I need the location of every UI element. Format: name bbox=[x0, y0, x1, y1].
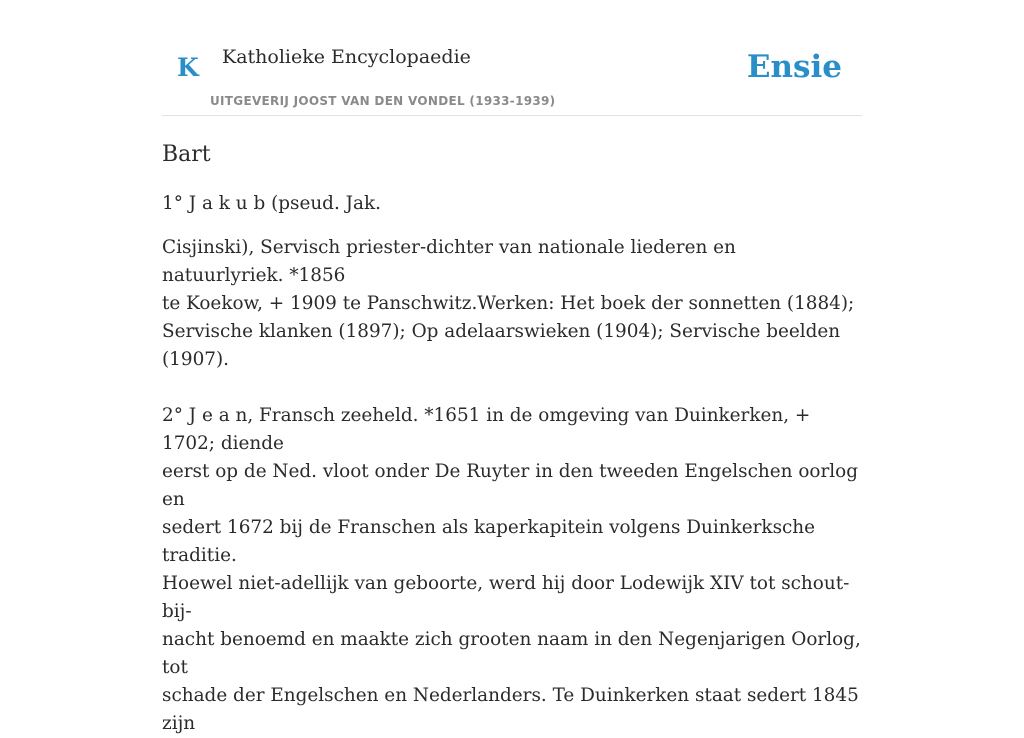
page bbox=[162, 0, 862, 735]
article bbox=[162, 116, 862, 738]
publisher-subtitle: UITGEVERIJ JOOST VAN DEN VONDEL (1933-1939) bbox=[210, 94, 556, 108]
entry-title: Bart bbox=[162, 142, 211, 167]
site-header bbox=[162, 0, 862, 116]
site-title-link[interactable]: Katholieke Encyclopaedie bbox=[222, 46, 471, 68]
ensie-brand-link[interactable]: Ensie bbox=[746, 49, 842, 85]
article-paragraph-3: 2° J e a n, Fransch zeeheld. *1651 in de omgeving van Duinkerken, + 1702; diende eerst op de Ned. vloot onder De Ruyter in den tweeden Engelschen oorlog en sedert 1672 bij de Franschen als kaperkapitein volgens Duinkerksche traditie. Hoewel niet-adellijk van geboorte, werd hij door Lodewijk XIV tot schout-bij- nacht benoemd en maakte zich grooten naam in den Negenjarigen Oorlog, tot schade der Engelschen en Nederlanders. Te Duinkerken staat sedert 1845 zijn bbox=[162, 405, 861, 735]
article-paragraph-1: 1° J a k u b (pseud. Jak. bbox=[162, 193, 381, 215]
site-logo-icon[interactable]: K bbox=[177, 53, 199, 82]
article-paragraph-2: Cisjinski), Servisch priester-dichter van nationale liederen en natuurlyriek. *1856 te Koekow, + 1909 te Panschwitz.Werken: Het boek der sonnetten (1884); Servische klanken (1897); Op adelaarswieken (1904); Servische beelden (1907). bbox=[162, 237, 855, 371]
